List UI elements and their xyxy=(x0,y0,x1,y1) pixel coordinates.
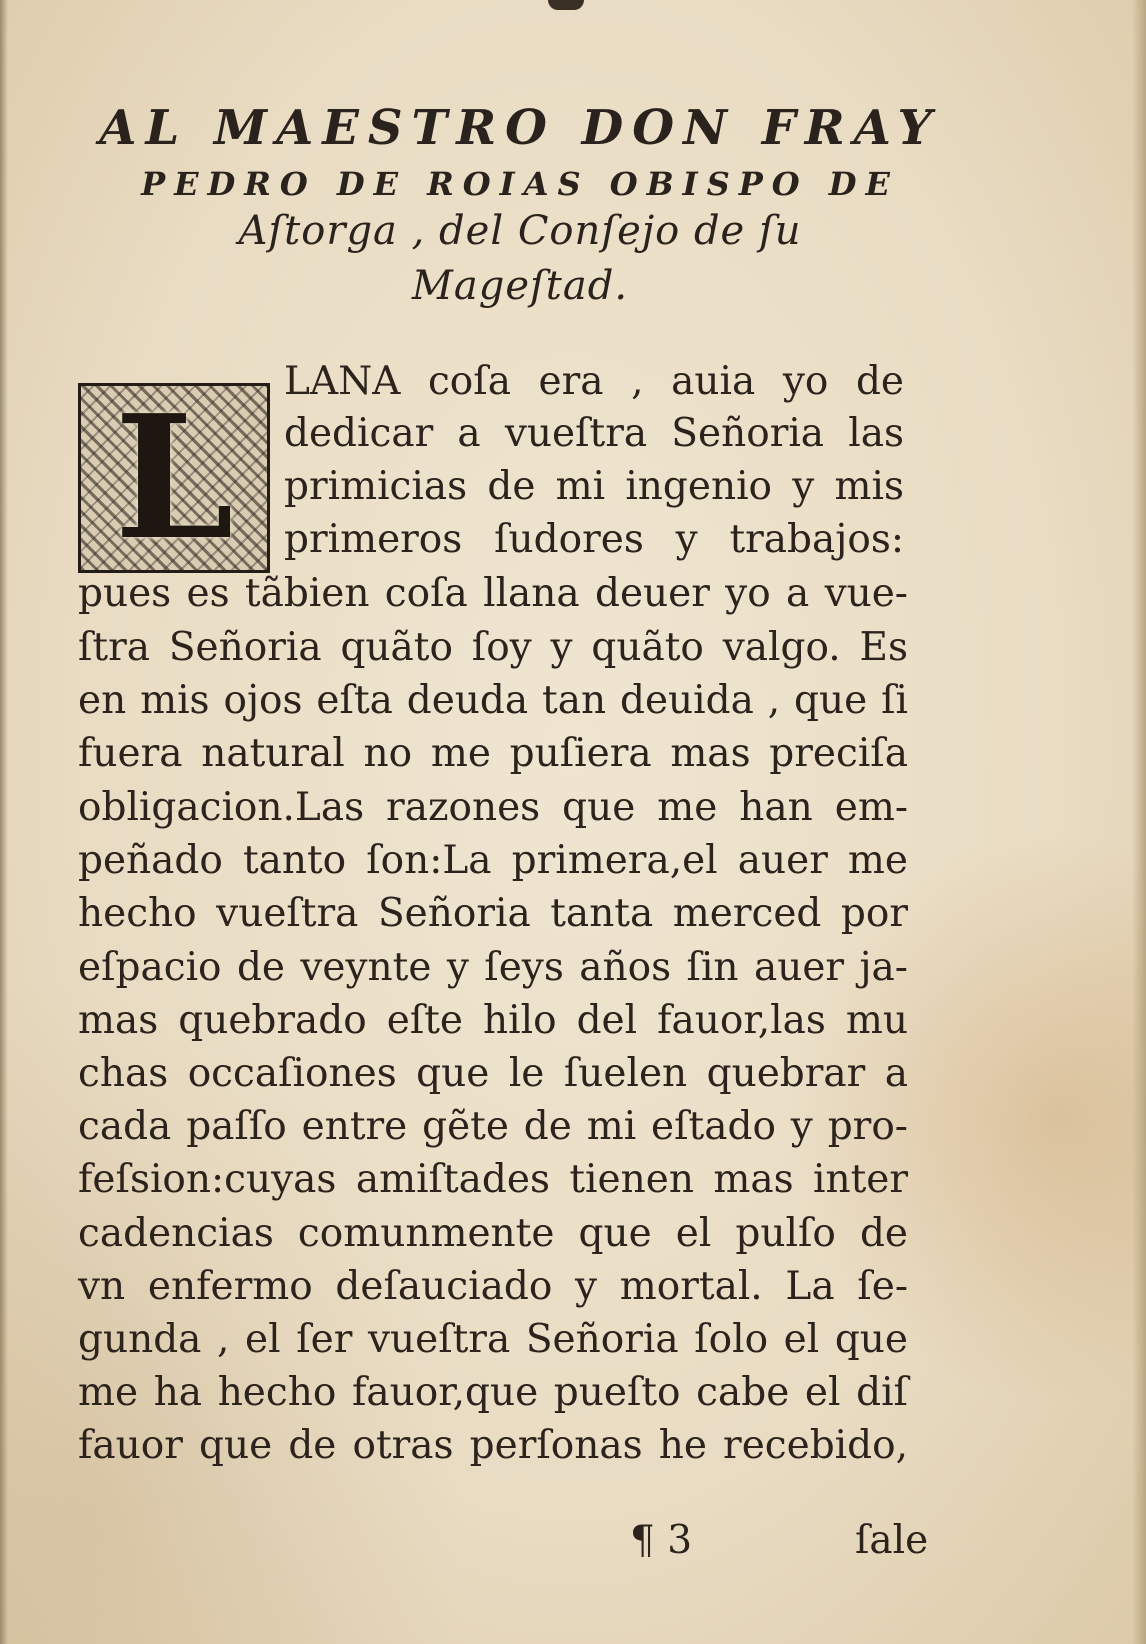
text-line: gunda , el ſer vueſtra Señoria ſolo el que xyxy=(78,1317,908,1362)
text-line: primicias de mi ingenio y mis xyxy=(284,464,904,509)
text-line: feſsion:cuyas amiſtades tienen mas inter xyxy=(78,1157,908,1202)
text-line: cadencias comunmente que el pulſo de xyxy=(78,1211,908,1256)
text-line: me ha hecho fauor,que pueſto cabe el diſ xyxy=(78,1370,908,1415)
text-line: hecho vueſtra Señoria tanta merced por xyxy=(78,891,908,936)
text-line: peñado tanto ſon:La primera,el auer me xyxy=(78,838,908,883)
text-line: obligacion.Las razones que me han em- xyxy=(78,785,908,830)
text-line: pues es tãbien coſa llana deuer yo a vue- xyxy=(78,571,908,616)
text-line: fauor que de otras perſonas he recebido, xyxy=(78,1423,908,1468)
text-line: eſpacio de veynte y ſeys años ſin auer ja- xyxy=(78,945,908,990)
heading-line-3: Aſtorga , del Conſejo de ſu xyxy=(238,208,802,254)
heading-line-4: Mageſtad. xyxy=(411,263,629,309)
text-line: en mis ojos eſta deuda tan deuida , que ſi xyxy=(78,678,908,723)
decorated-initial xyxy=(78,378,270,578)
text-line: dedicar a vueſtra Señoria las xyxy=(284,411,904,456)
text-line: cada paſſo entre gẽte de mi eſtado y pro- xyxy=(78,1104,908,1149)
ink-blot xyxy=(548,0,584,10)
text-line: fuera natural no me puſiera mas preciſa xyxy=(78,731,908,776)
text-line: mas quebrado eſte hilo del fauor,las mu xyxy=(78,998,908,1043)
text-line: vn enfermo deſauciado y mortal. La ſe- xyxy=(78,1264,908,1309)
heading-line-2: PEDRO DE ROIAS OBISPO DE xyxy=(141,165,899,203)
text-line: ſtra Señoria quãto ſoy y quãto valgo. Es xyxy=(78,625,908,670)
signature-mark: ¶ 3 xyxy=(630,1518,693,1563)
catchword: ſale xyxy=(855,1518,929,1563)
text-line: primeros ſudores y trabajos: xyxy=(284,517,904,562)
heading-line-1: AL MAESTRO DON FRAY xyxy=(99,100,941,156)
initial-letter: L xyxy=(114,378,234,578)
text-line: LANA coſa era , auia yo de xyxy=(284,359,904,404)
text-line: chas occaſiones que le ſuelen quebrar a xyxy=(78,1051,908,1096)
page-footer xyxy=(0,1518,1146,1578)
